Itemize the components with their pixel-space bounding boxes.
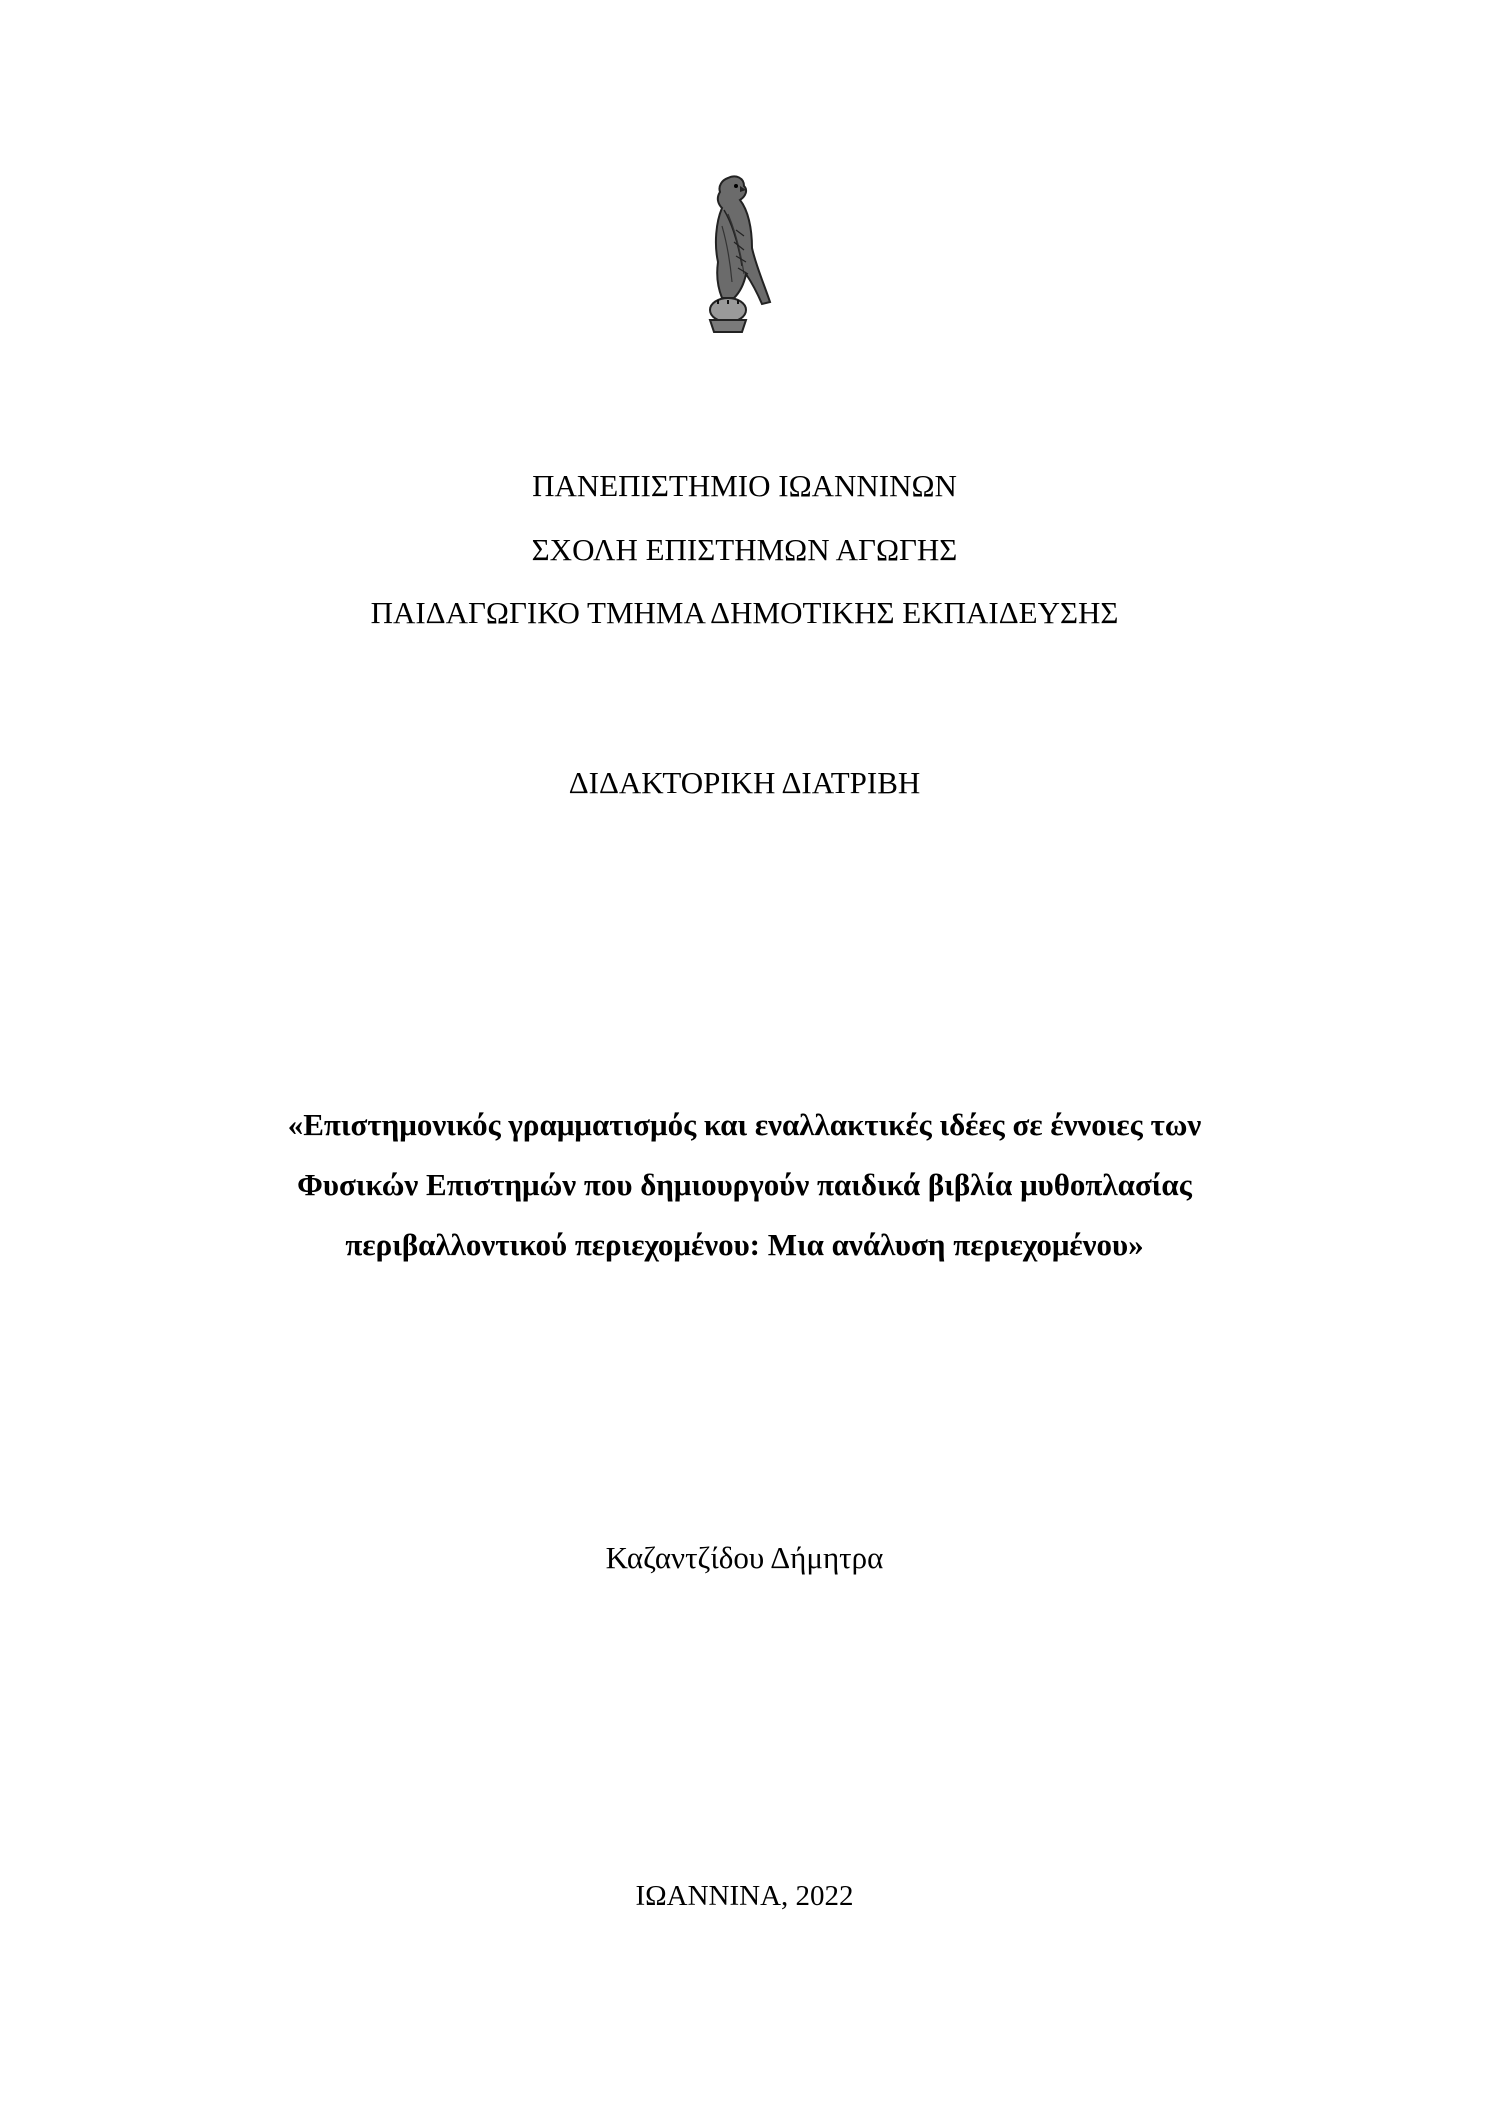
thesis-title-line-1: «Επιστημονικός γραμματισμός και εναλλακτικές ιδέες σε έννοιες των [287, 1107, 1202, 1142]
thesis-title-line-2: Φυσικών Επιστημών που δημιουργούν παιδικά βιβλία μυθοπλασίας [297, 1167, 1192, 1202]
author-name: Καζαντζίδου Δήμητρα [605, 1540, 884, 1575]
department-name: ΠΑΙΔΑΓΩΓΙΚΟ ΤΜΗΜΑ ΔΗΜΟΤΙΚΗΣ ΕΚΠΑΙΔΕΥΣΗΣ [370, 595, 1119, 630]
school-name: ΣΧΟΛΗ ΕΠΙΣΤΗΜΩΝ ΑΓΩΓΗΣ [531, 532, 958, 567]
thesis-title-line-3: περιβαλλοντικού περιεχομένου: Μια ανάλυση περιεχομένου» [345, 1227, 1144, 1262]
thesis-title [0, 1095, 1489, 1275]
falcon-emblem-icon [678, 170, 778, 340]
document-type: ΔΙΔΑΚΤΟΡΙΚΗ ΔΙΑΤΡΙΒΗ [568, 765, 921, 800]
university-name: ΠΑΝΕΠΙΣΤΗΜΙΟ ΙΩΑΝΝΙΝΩΝ [532, 468, 957, 503]
place-and-year: ΙΩΑΝΝΙΝΑ, 2022 [635, 1880, 854, 1912]
